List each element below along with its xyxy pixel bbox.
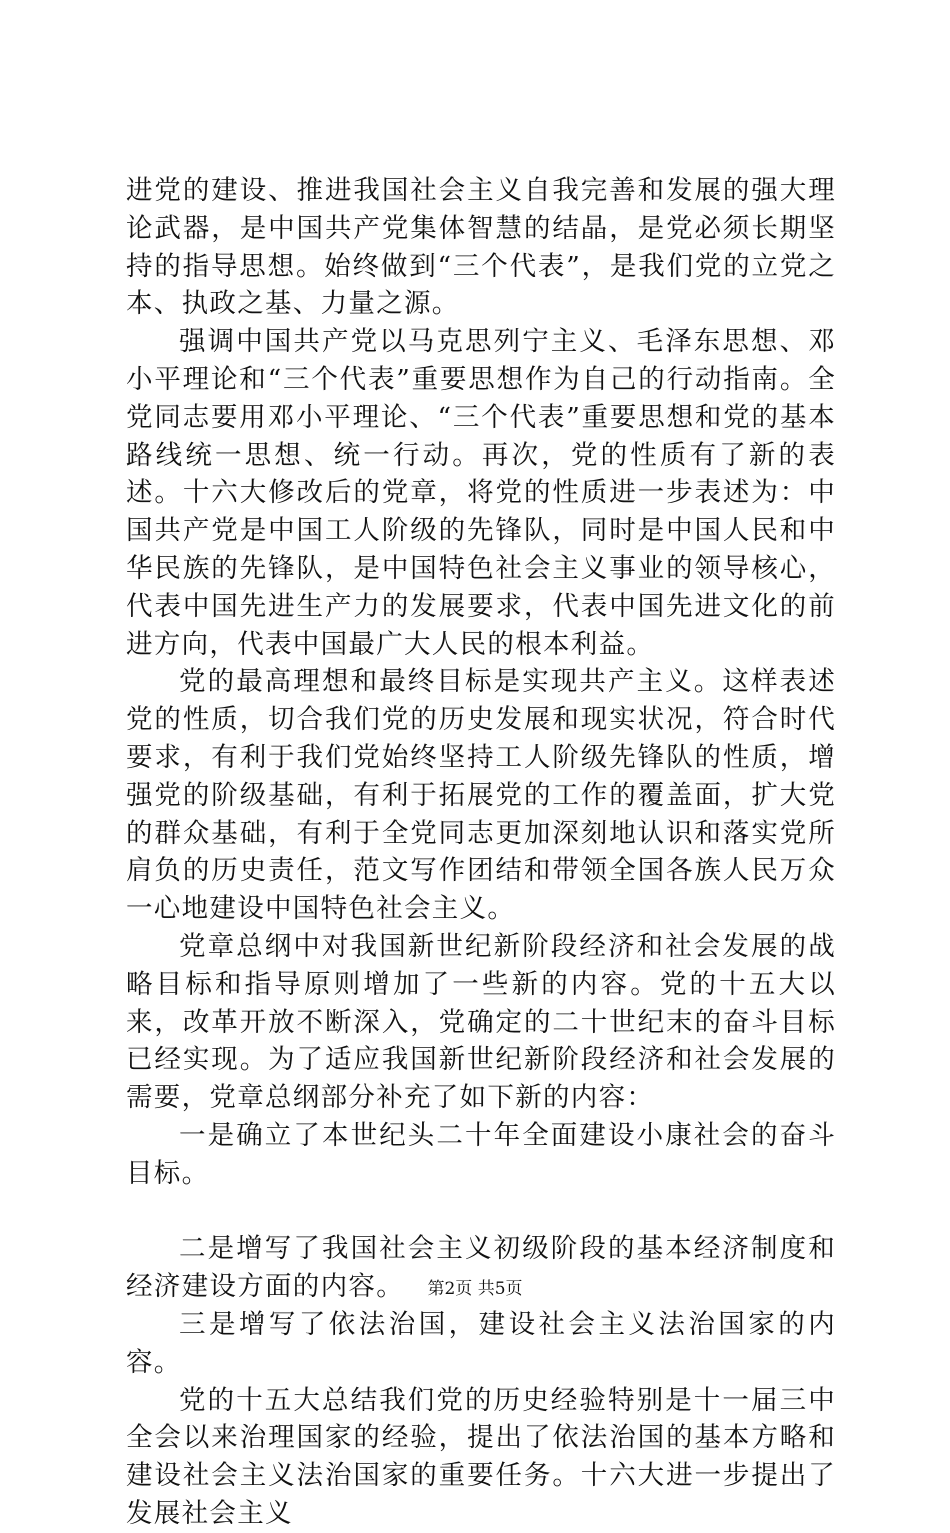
paragraph: 党的十五大总结我们党的历史经验特别是十一届三中全会以来治理国家的经验，提出了依法治国的基本方略和建设社会主义法治国家的重要任务。十六大进一步提出了发展社会主义 bbox=[126, 1384, 836, 1529]
document-body bbox=[126, 172, 836, 1533]
paragraph: 党的最高理想和最终目标是实现共产主义。这样表述党的性质，切合我们党的历史发展和现实状况，符合时代要求，有利于我们党始终坚持工人阶级先锋队的性质，增强党的阶级基础，有利于拓展党的工作的覆盖面，扩大党的群众基础，有利于全党同志更加深刻地认识和落实党所肩负的历史责任，范文写作团结和带领全国各族人民万众一心地建设中国特色社会主义。 bbox=[126, 666, 836, 925]
paragraph: 一是确立了本世纪头二十年全面建设小康社会的奋斗目标。 bbox=[126, 1119, 836, 1189]
blank-line bbox=[126, 1193, 836, 1231]
paragraph: 进党的建设、推进我国社会主义自我完善和发展的强大理论武器，是中国共产党集体智慧的结晶，是党必须长期坚持的指导思想。始终做到“三个代表”，是我们党的立党之本、执政之基、力量之源。 bbox=[126, 175, 836, 320]
page-number-footer: 第2页 共5页 bbox=[427, 1279, 523, 1299]
paragraph: 党章总纲中对我国新世纪新阶段经济和社会发展的战略目标和指导原则增加了一些新的内容。党的十五大以来，改革开放不断深入，党确定的二十世纪末的奋斗目标已经实现。为了适应我国新世纪新阶段经济和社会发展的需要，党章总纲部分补充了如下新的内容： bbox=[126, 930, 836, 1114]
paragraph: 二是增写了我国社会主义初级阶段的基本经济制度和经济建设方面的内容。 bbox=[126, 1233, 836, 1303]
paragraph: 三是增写了依法治国，建设社会主义法治国家的内容。 bbox=[126, 1308, 836, 1378]
paragraph: 强调中国共产党以马克思列宁主义、毛泽东思想、邓小平理论和“三个代表”重要思想作为自己的行动指南。全党同志要用邓小平理论、“三个代表”重要思想和党的基本路线统一思想、统一行动。再次，党的性质有了新的表述。十六大修改后的党章，将党的性质进一步表述为：中国共产党是中国工人阶级的先锋队，同时是中国人民和中华民族的先锋队，是中国特色社会主义事业的领导核心，代表中国先进生产力的发展要求，代表中国先进文化的前进方向，代表中国最广大人民的根本利益。 bbox=[126, 326, 836, 660]
